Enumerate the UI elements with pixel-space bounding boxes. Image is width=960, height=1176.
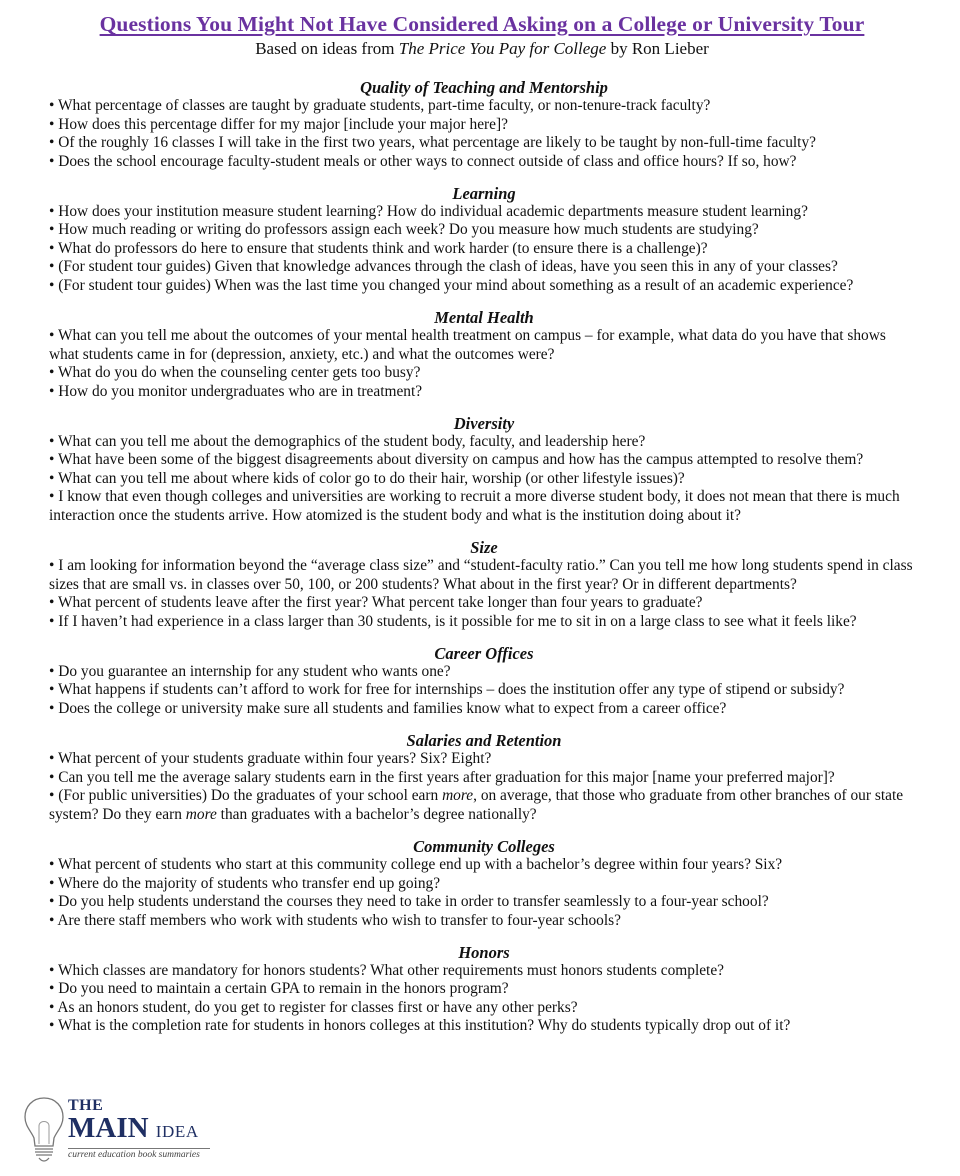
main-idea-logo [22, 1094, 242, 1170]
section-heading: Career Offices [434, 643, 534, 663]
question-item: • Where do the majority of students who transfer end up going? [49, 874, 441, 892]
question-item: • (For student tour guides) When was the last time you changed your mind about something as a result of an academic experience? [49, 276, 854, 294]
question-item: • Can you tell me the average salary students earn in the first years after graduation for this major [name your preferred major]? [49, 768, 835, 786]
section-heading: Size [470, 538, 498, 558]
question-item: • What percentage of classes are taught by graduate students, part-time faculty, or non-tenure-track faculty? [49, 97, 711, 114]
subtitle-suffix: by Ron Lieber [606, 39, 709, 58]
question-item: • Do you need to maintain a certain GPA to remain in the honors program? [49, 980, 509, 998]
subtitle-prefix: Based on ideas from [255, 39, 399, 58]
question-item: • Does the school encourage faculty-student meals or other ways to connect outside of class and office hours? If so, how? [49, 152, 797, 170]
question-item: • How do you monitor undergraduates who are in treatment? [49, 382, 423, 400]
question-item: • What is the completion rate for students in honors colleges at this institution? Why do students typically drop out of it? [49, 1017, 791, 1035]
lightbulb-icon [22, 1094, 68, 1170]
section-heading: Quality of Teaching and Mentorship [360, 78, 608, 97]
section-heading: Diversity [453, 413, 515, 433]
logo-the: THE [68, 1097, 104, 1114]
section-heading: Salaries and Retention [406, 731, 562, 751]
question-item: • Of the roughly 16 classes I will take in the first two years, what percentage are likely to be taught by non-full-time faculty? [49, 134, 816, 151]
question-item: • Do you guarantee an internship for any student who wants one? [49, 662, 451, 680]
section-heading: Mental Health [434, 308, 534, 328]
question-item: • As an honors student, do you get to register for classes first or have any other perks? [49, 998, 578, 1016]
question-item: • What can you tell me about where kids of color go to do their hair, worship (or other lifestyle issues)? [49, 469, 685, 487]
question-item: • What have been some of the biggest disagreements about diversity on campus and how has the campus attempted to resolve them? [49, 451, 864, 469]
section [49, 538, 919, 631]
question-item: • How does your institution measure student learning? How do individual academic departments measure student learning? [49, 202, 808, 220]
question-item: • Are there staff members who work with students who wish to transfer to four-year schools? [49, 911, 621, 929]
question-sections [49, 78, 919, 1049]
section-heading: Community Colleges [413, 837, 555, 857]
section [49, 308, 919, 401]
question-item: • Do you help students understand the courses they need to take in order to transfer seamlessly to a four-year school? [49, 893, 769, 911]
question-item: • What percent of students leave after the first year? What percent take longer than four years to graduate? [49, 594, 703, 612]
logo-wordmark [68, 1098, 210, 1160]
question-item: • What happens if students can’t afford to work for free for internships – does the institution offer any type of stipend or subsidy? [49, 681, 845, 699]
question-item: • I know that even though colleges and universities are working to recruit a more diverse student body, it does not mean that there is much interaction once the students arrive. How atomized is the student body and what is the institution doing about it? [49, 488, 900, 524]
section [49, 184, 919, 296]
logo-main: MAIN [68, 1112, 149, 1144]
section [49, 943, 919, 1036]
question-item: • (For public universities) Do the graduates of your school earn more, on average, that those who graduate from other branches of our state system? Do they earn more than graduates with a bachelor’s degree nationally? [49, 787, 904, 823]
page-subtitle [0, 39, 960, 59]
section-heading: Honors [458, 942, 510, 962]
question-item: • What percent of students who start at this community college end up with a bachelor’s degree within four years? Six? [49, 856, 783, 874]
logo-tagline: current education book summaries [68, 1148, 210, 1160]
section [49, 644, 919, 719]
question-item: • I am looking for information beyond the “average class size” and “student-faculty ratio.” Can you tell me how long students spend in class sizes that are small vs. in classes over 50, 100, or 200 students? What about in the first year? Or in different departments? [49, 557, 913, 593]
section-heading: Learning [452, 183, 516, 203]
question-item: • What do you do when the counseling center gets too busy? [49, 364, 421, 382]
question-item: • What can you tell me about the demographics of the student body, faculty, and leadership here? [49, 432, 646, 450]
section [49, 731, 919, 824]
page-title: Questions You Might Not Have Considered Asking on a College or University Tour [99, 12, 865, 36]
question-item: • What percent of your students graduate within four years? Six? Eight? [49, 750, 492, 768]
question-item: • How does this percentage differ for my major [include your major here]? [49, 115, 508, 133]
question-item: • What do professors do here to ensure that students think and work harder (to ensure there is a challenge)? [49, 239, 708, 257]
question-item: • What can you tell me about the outcomes of your mental health treatment on campus – for example, what data do you have that shows what students came in for (depression, anxiety, etc.) and what the outcomes were? [49, 327, 886, 363]
question-item: • Does the college or university make sure all students and families know what to expect from a career office? [49, 699, 727, 717]
question-item: • How much reading or writing do professors assign each week? Do you measure how much students are studying? [49, 221, 759, 239]
section [49, 78, 919, 171]
book-title: The Price You Pay for College [398, 39, 607, 58]
logo-main-row [68, 1114, 210, 1146]
question-item: • (For student tour guides) Given that knowledge advances through the clash of ideas, have you seen this in any of your classes? [49, 258, 838, 276]
section [49, 837, 919, 930]
logo-idea: IDEA [155, 1122, 199, 1141]
section [49, 414, 919, 526]
question-item: • If I haven’t had experience in a class larger than 30 students, is it possible for me to sit in on a large class to see what it feels like? [49, 612, 857, 630]
question-item: • Which classes are mandatory for honors students? What other requirements must honors students complete? [49, 961, 724, 979]
